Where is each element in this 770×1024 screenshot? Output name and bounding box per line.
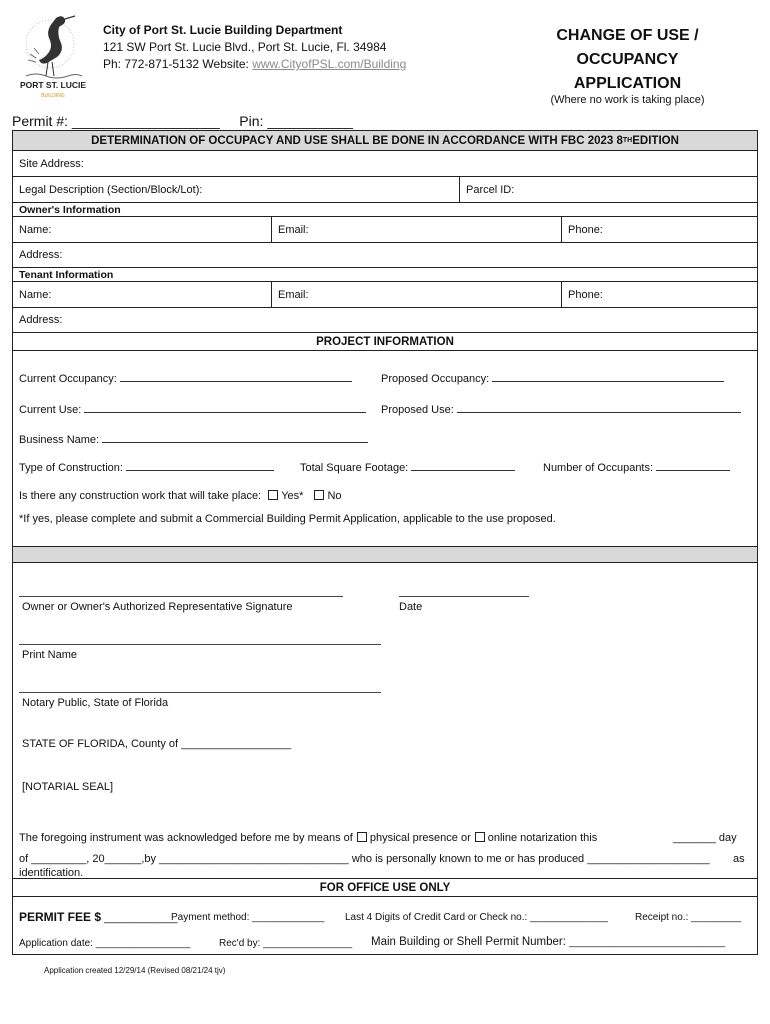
yes-label: Yes* [281,490,304,502]
notary-line[interactable] [19,692,381,693]
yes-note: *If yes, please complete and submit a Commercial Building Permit Application, applicable to the use proposed. [19,513,556,525]
main-permit-input[interactable]: ____________________________ [569,937,725,948]
proposed-use-label: Proposed Use: [381,404,454,416]
payment-method-label: Payment method: [171,912,250,923]
owner-email-field[interactable]: Email: [272,217,562,242]
received-by-input[interactable]: ________________ [263,938,353,949]
permit-label: Permit #: [12,113,69,129]
yes-checkbox[interactable] [268,490,278,500]
title-line-1: CHANGE OF USE / [556,27,699,44]
receipt-input[interactable]: _________ [691,912,742,923]
construction-type-field[interactable] [19,462,274,474]
owner-name-field[interactable]: Name: [13,217,272,242]
ack-name-input[interactable]: _______________________________ [159,853,349,865]
application-date-field[interactable] [19,938,190,949]
ack-online-label: online notarization this [487,832,598,844]
permit-fee-label: PERMIT FEE $ [19,910,102,924]
acknowledgment-line-2 [19,853,710,865]
ack-physical-label: physical presence or [369,832,471,844]
acknowledgment-line-1 [19,832,597,844]
application-form [12,130,758,955]
permit-fee-field[interactable] [19,910,178,924]
parcel-id-field[interactable]: Parcel ID: [466,183,515,196]
business-name-label: Business Name: [19,434,100,446]
department-info [103,22,406,73]
construction-type-input[interactable] [126,470,274,471]
signature-label: Owner or Owner's Authorized Representative Signature [22,601,293,613]
ack-as-label: as [733,853,745,865]
tenant-address-row[interactable] [13,308,757,333]
business-name-input[interactable] [102,442,368,443]
banner-text: DETERMINATION OF OCCUPACY AND USE SHALL BE DONE IN ACCORDANCE WITH FBC 2023 8 [91,134,623,147]
owner-address-field[interactable]: Address: [19,249,63,261]
state-county-label: STATE OF FLORIDA, County of [22,738,179,750]
title-line-3: APPLICATION [573,75,682,92]
signature-section [13,563,757,879]
physical-presence-checkbox[interactable] [357,832,367,842]
proposed-occupancy-label: Proposed Occupancy: [381,373,490,385]
tenant-email-field[interactable]: Email: [272,282,562,307]
proposed-use-input[interactable] [457,412,741,413]
ack-id-input[interactable]: ____________________ [587,853,710,865]
application-date-label: Application date: [19,938,93,949]
owner-contact-row [13,217,757,243]
document-title [520,24,735,96]
tenant-contact-row [13,282,757,308]
current-occupancy-field[interactable] [19,373,352,385]
last4-input[interactable]: ______________ [530,912,608,923]
heron-logo [18,10,88,104]
ack-of-label: of [19,853,29,865]
date-label: Date [399,601,423,613]
tenant-info-header: Tenant Information [19,268,114,281]
project-section [13,351,757,547]
no-checkbox[interactable] [314,490,324,500]
construction-question-label: Is there any construction work that will take place: [19,490,262,502]
ack-day-label: day [718,832,737,844]
phone-text: Ph: 772-871-5132 Website: [103,57,253,71]
document-subtitle: (Where no work is taking place) [550,94,705,106]
ack-day-field[interactable] [673,832,737,844]
receipt-field[interactable] [635,912,741,923]
occupants-field[interactable] [543,462,730,474]
total-sqft-input[interactable] [411,470,515,471]
office-use-title: FOR OFFICE USE ONLY [319,881,451,894]
department-address: 121 SW Port St. Lucie Blvd., Port St. Lucie, Fl. 34984 [103,40,387,54]
tenant-phone-field[interactable]: Phone: [568,288,603,301]
construction-type-label: Type of Construction: [19,462,123,474]
site-address-field[interactable]: Site Address: [19,157,84,170]
payment-method-field[interactable] [171,912,324,923]
main-permit-field[interactable] [371,936,725,948]
project-info-title: PROJECT INFORMATION [316,335,454,348]
ack-by-label: by [144,853,157,865]
page-header [0,0,770,112]
office-use-section [13,897,757,954]
tenant-address-field[interactable]: Address: [19,314,63,326]
online-notarization-checkbox[interactable] [475,832,485,842]
department-contact [103,56,406,73]
application-date-input[interactable]: _________________ [95,938,191,949]
ack-identification: identification. [19,867,84,879]
office-use-header [13,879,757,897]
owner-info-header: Owner's Information [19,203,121,216]
ack-text-1: The foregoing instrument was acknowledged before me by means of [19,832,353,844]
print-name-line[interactable] [19,644,381,645]
proposed-use-field[interactable] [381,404,741,416]
received-by-field[interactable] [219,938,352,949]
construction-question [19,490,342,502]
total-sqft-field[interactable] [300,462,515,474]
proposed-occupancy-field[interactable] [381,373,724,385]
receipt-label: Receipt no.: [635,912,689,923]
pin-input[interactable]: ___________ [267,113,353,129]
current-occupancy-label: Current Occupancy: [19,373,117,385]
website-link[interactable]: www.CityofPSL.com/Building [252,57,407,71]
banner-sup: TH [622,137,633,144]
svg-text:BUILDING: BUILDING [41,93,65,99]
owner-address-row[interactable] [13,243,757,268]
owner-phone-field[interactable]: Phone: [568,223,603,236]
current-use-input[interactable] [84,412,366,413]
divider-bar [13,547,757,563]
current-use-field[interactable] [19,404,366,416]
payment-method-input[interactable]: _____________ [252,912,325,923]
occupants-input[interactable] [656,470,730,471]
date-line[interactable] [399,596,529,597]
current-use-label: Current Use: [19,404,82,416]
svg-text:PORT ST. LUCIE: PORT ST. LUCIE [19,80,87,90]
occupants-label: Number of Occupants: [543,462,654,474]
last4-label: Last 4 Digits of Credit Card or Check no.: [345,912,528,923]
received-by-label: Rec'd by: [219,938,261,949]
no-label: No [327,490,342,502]
total-sqft-label: Total Square Footage: [300,462,409,474]
legal-description-field[interactable]: Legal Description (Section/Block/Lot): [13,177,460,202]
state-county-field[interactable] [22,738,291,750]
print-name-label: Print Name [22,649,78,661]
county-input[interactable]: __________________ [181,738,292,750]
main-permit-label: Main Building or Shell Permit Number: [371,936,566,948]
fbc-banner [13,131,757,151]
business-name-field[interactable] [19,434,368,446]
ack-known-label: who is personally known to me or has produced [351,853,585,865]
tenant-header-row [13,268,757,282]
current-occupancy-input[interactable] [120,381,352,382]
banner-end: EDITION [632,134,679,147]
site-address-row[interactable] [13,151,757,177]
tenant-name-field[interactable]: Name: [13,282,272,307]
proposed-occupancy-input[interactable] [492,381,724,382]
pin-label: Pin: [239,113,264,129]
permit-input[interactable]: ___________________ [71,113,220,129]
revision-footnote: Application created 12/29/14 (Revised 08/21/24 tjv) [44,966,226,975]
last4-field[interactable] [345,912,608,923]
ack-date-input[interactable]: _________, 20______, [31,853,145,865]
permit-pin-row [12,113,353,129]
notary-label: Notary Public, State of Florida [22,697,169,709]
permit-fee-input[interactable]: ____________ [104,912,178,924]
legal-row [13,177,757,203]
notarial-seal: [NOTARIAL SEAL] [22,781,114,793]
title-line-2: OCCUPANCY [576,51,679,68]
department-name: City of Port St. Lucie Building Department [103,23,343,37]
project-info-header [13,333,757,351]
owner-header-row [13,203,757,217]
signature-line[interactable] [19,596,343,597]
ack-day-input[interactable]: _______ [673,832,716,844]
